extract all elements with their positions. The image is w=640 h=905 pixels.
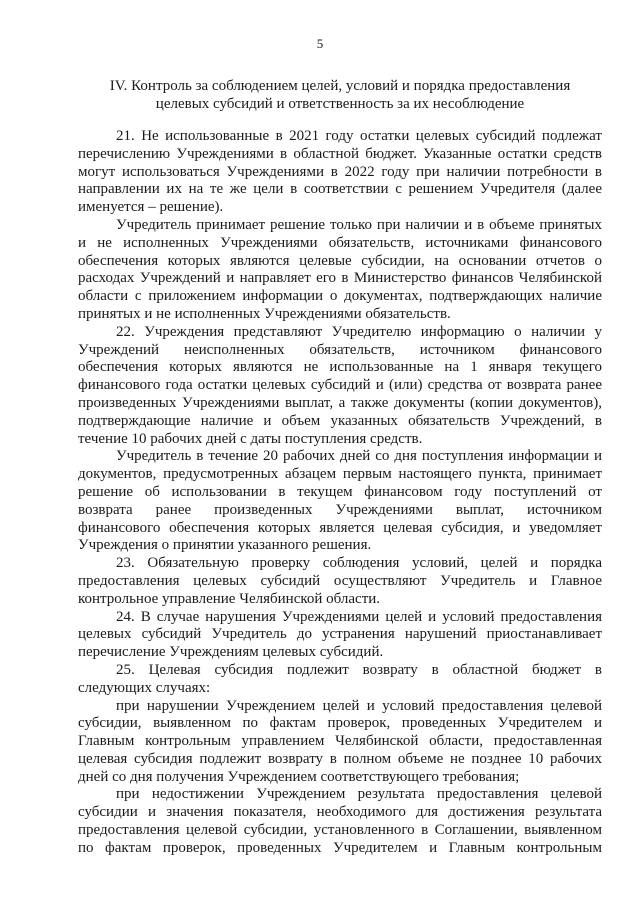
text-line: целевых субсидий Учредитель до устранения нарушений приостанавливает xyxy=(78,626,602,643)
paragraph-21-decision xyxy=(78,217,602,324)
paragraph-23 xyxy=(78,555,602,608)
text-line: Учредитель принимает решение только при наличии и в объеме принятых xyxy=(116,216,602,233)
page-number: 5 xyxy=(316,36,324,51)
text-line: расходах Учреждений и направляет его в Министерство финансов Челябинской xyxy=(78,270,602,287)
text-line: именуется – решение). xyxy=(78,199,224,216)
text-line: обеспечения которых являются целевые субсидии, на основании отчетов о xyxy=(78,252,602,269)
text-line: обеспечения которых являются не использованные на 1 января текущего xyxy=(78,359,602,376)
text-line: финансового обеспечения которых является целевая субсидия, и уведомляет xyxy=(78,519,602,536)
text-line: дней со дня получения Учреждением соответствующего требования; xyxy=(78,768,520,785)
text-line: области с приложением информации о документах, подтверждающих наличие xyxy=(78,288,602,305)
text-line: субсидии и значения показателя, необходимого для достижения результата xyxy=(78,804,602,821)
text-line: 21. Не использованные в 2021 году остатки целевых субсидий подлежат xyxy=(116,128,602,144)
section-heading-line: целевых субсидий и ответственность за их несоблюдение xyxy=(155,96,525,112)
text-line: при недостижении Учреждением результата предоставления целевой xyxy=(116,786,602,803)
text-line: Учредитель в течение 20 рабочих дней со дня поступления информации и xyxy=(116,448,602,465)
text-line: по фактам проверок, проведенных Учредителем и Главным контрольным xyxy=(78,839,602,856)
section-heading xyxy=(78,77,602,113)
paragraph-25 xyxy=(78,662,602,698)
text-line: возврата ранее произведенных Учреждениями выплат, источником xyxy=(78,501,602,518)
text-line: направлении их на те же цели в соответствии с решением Учредителя (далее xyxy=(78,181,602,198)
paragraph-25-case-violation xyxy=(78,698,602,787)
text-line: контрольное управление Челябинской области. xyxy=(78,590,381,607)
text-line: 25. Целевая субсидия подлежит возврату в областной бюджет в xyxy=(116,661,602,678)
text-line: Учреждений неисполненных обязательств, источником финансового xyxy=(78,341,602,358)
section-heading-line: IV. Контроль за соблюдением целей, условий и порядка предоставления xyxy=(109,78,571,94)
text-line: перечислению Учреждениями в областной бюджет. Указанные остатки средств xyxy=(78,145,602,162)
text-line: подтверждающие наличие и объем указанных обязательств Учреждений, в xyxy=(78,412,602,429)
text-line: произведенных Учреждениями выплат, а также документы (копии документов), xyxy=(78,394,602,411)
text-line: субсидии, выявленном по фактам проверок, проведенных Учредителем и xyxy=(78,715,602,732)
text-line: перечисление Учреждениям целевых субсидий. xyxy=(78,644,384,661)
text-line: финансового года остатки целевых субсидий и (или) средства от возврата ранее xyxy=(78,377,602,394)
text-line: 22. Учреждения представляют Учредителю информацию о наличии у xyxy=(116,323,602,340)
text-line: течение 10 рабочих дней с даты поступления средств. xyxy=(78,430,423,447)
text-line: документов, предусмотренных абзацем первым настоящего пункта, принимает xyxy=(78,466,602,483)
text-line: предоставления целевой субсидии, установленного в Соглашении, выявленном xyxy=(78,822,602,839)
text-line: при нарушении Учреждением целей и условий предоставления целевой xyxy=(116,697,602,714)
text-line: 24. В случае нарушения Учреждениями целей и условий предоставления xyxy=(116,608,602,625)
body-text xyxy=(78,128,602,858)
paragraph-24 xyxy=(78,609,602,662)
paragraph-22 xyxy=(78,324,602,449)
text-line: могут использоваться Учреждениями в 2022 году при наличии потребности в xyxy=(78,163,602,180)
text-line: 23. Обязательную проверку соблюдения условий, целей и порядка xyxy=(116,555,602,572)
text-line: и не исполненных Учреждениями обязательств, источниками финансового xyxy=(78,234,602,251)
paragraph-21 xyxy=(78,128,602,217)
text-line: Главным контрольным управлением Челябинской области, предоставленная xyxy=(78,733,602,750)
text-line: Учреждения о принятии указанного решения. xyxy=(78,537,372,554)
text-line: принятых и не исполненных Учреждениями обязательств. xyxy=(78,305,451,322)
text-line: целевая субсидия подлежит возврату в полном объеме не позднее 10 рабочих xyxy=(78,750,602,767)
text-line: предоставления целевых субсидий осуществляют Учредитель и Главное xyxy=(78,572,602,589)
text-line: решение об использовании в текущем финансовом году поступлений от xyxy=(78,483,602,500)
paragraph-25-case-nonachievement xyxy=(78,786,602,857)
text-line: следующих случаях: xyxy=(78,679,211,696)
paragraph-22-decision xyxy=(78,448,602,555)
